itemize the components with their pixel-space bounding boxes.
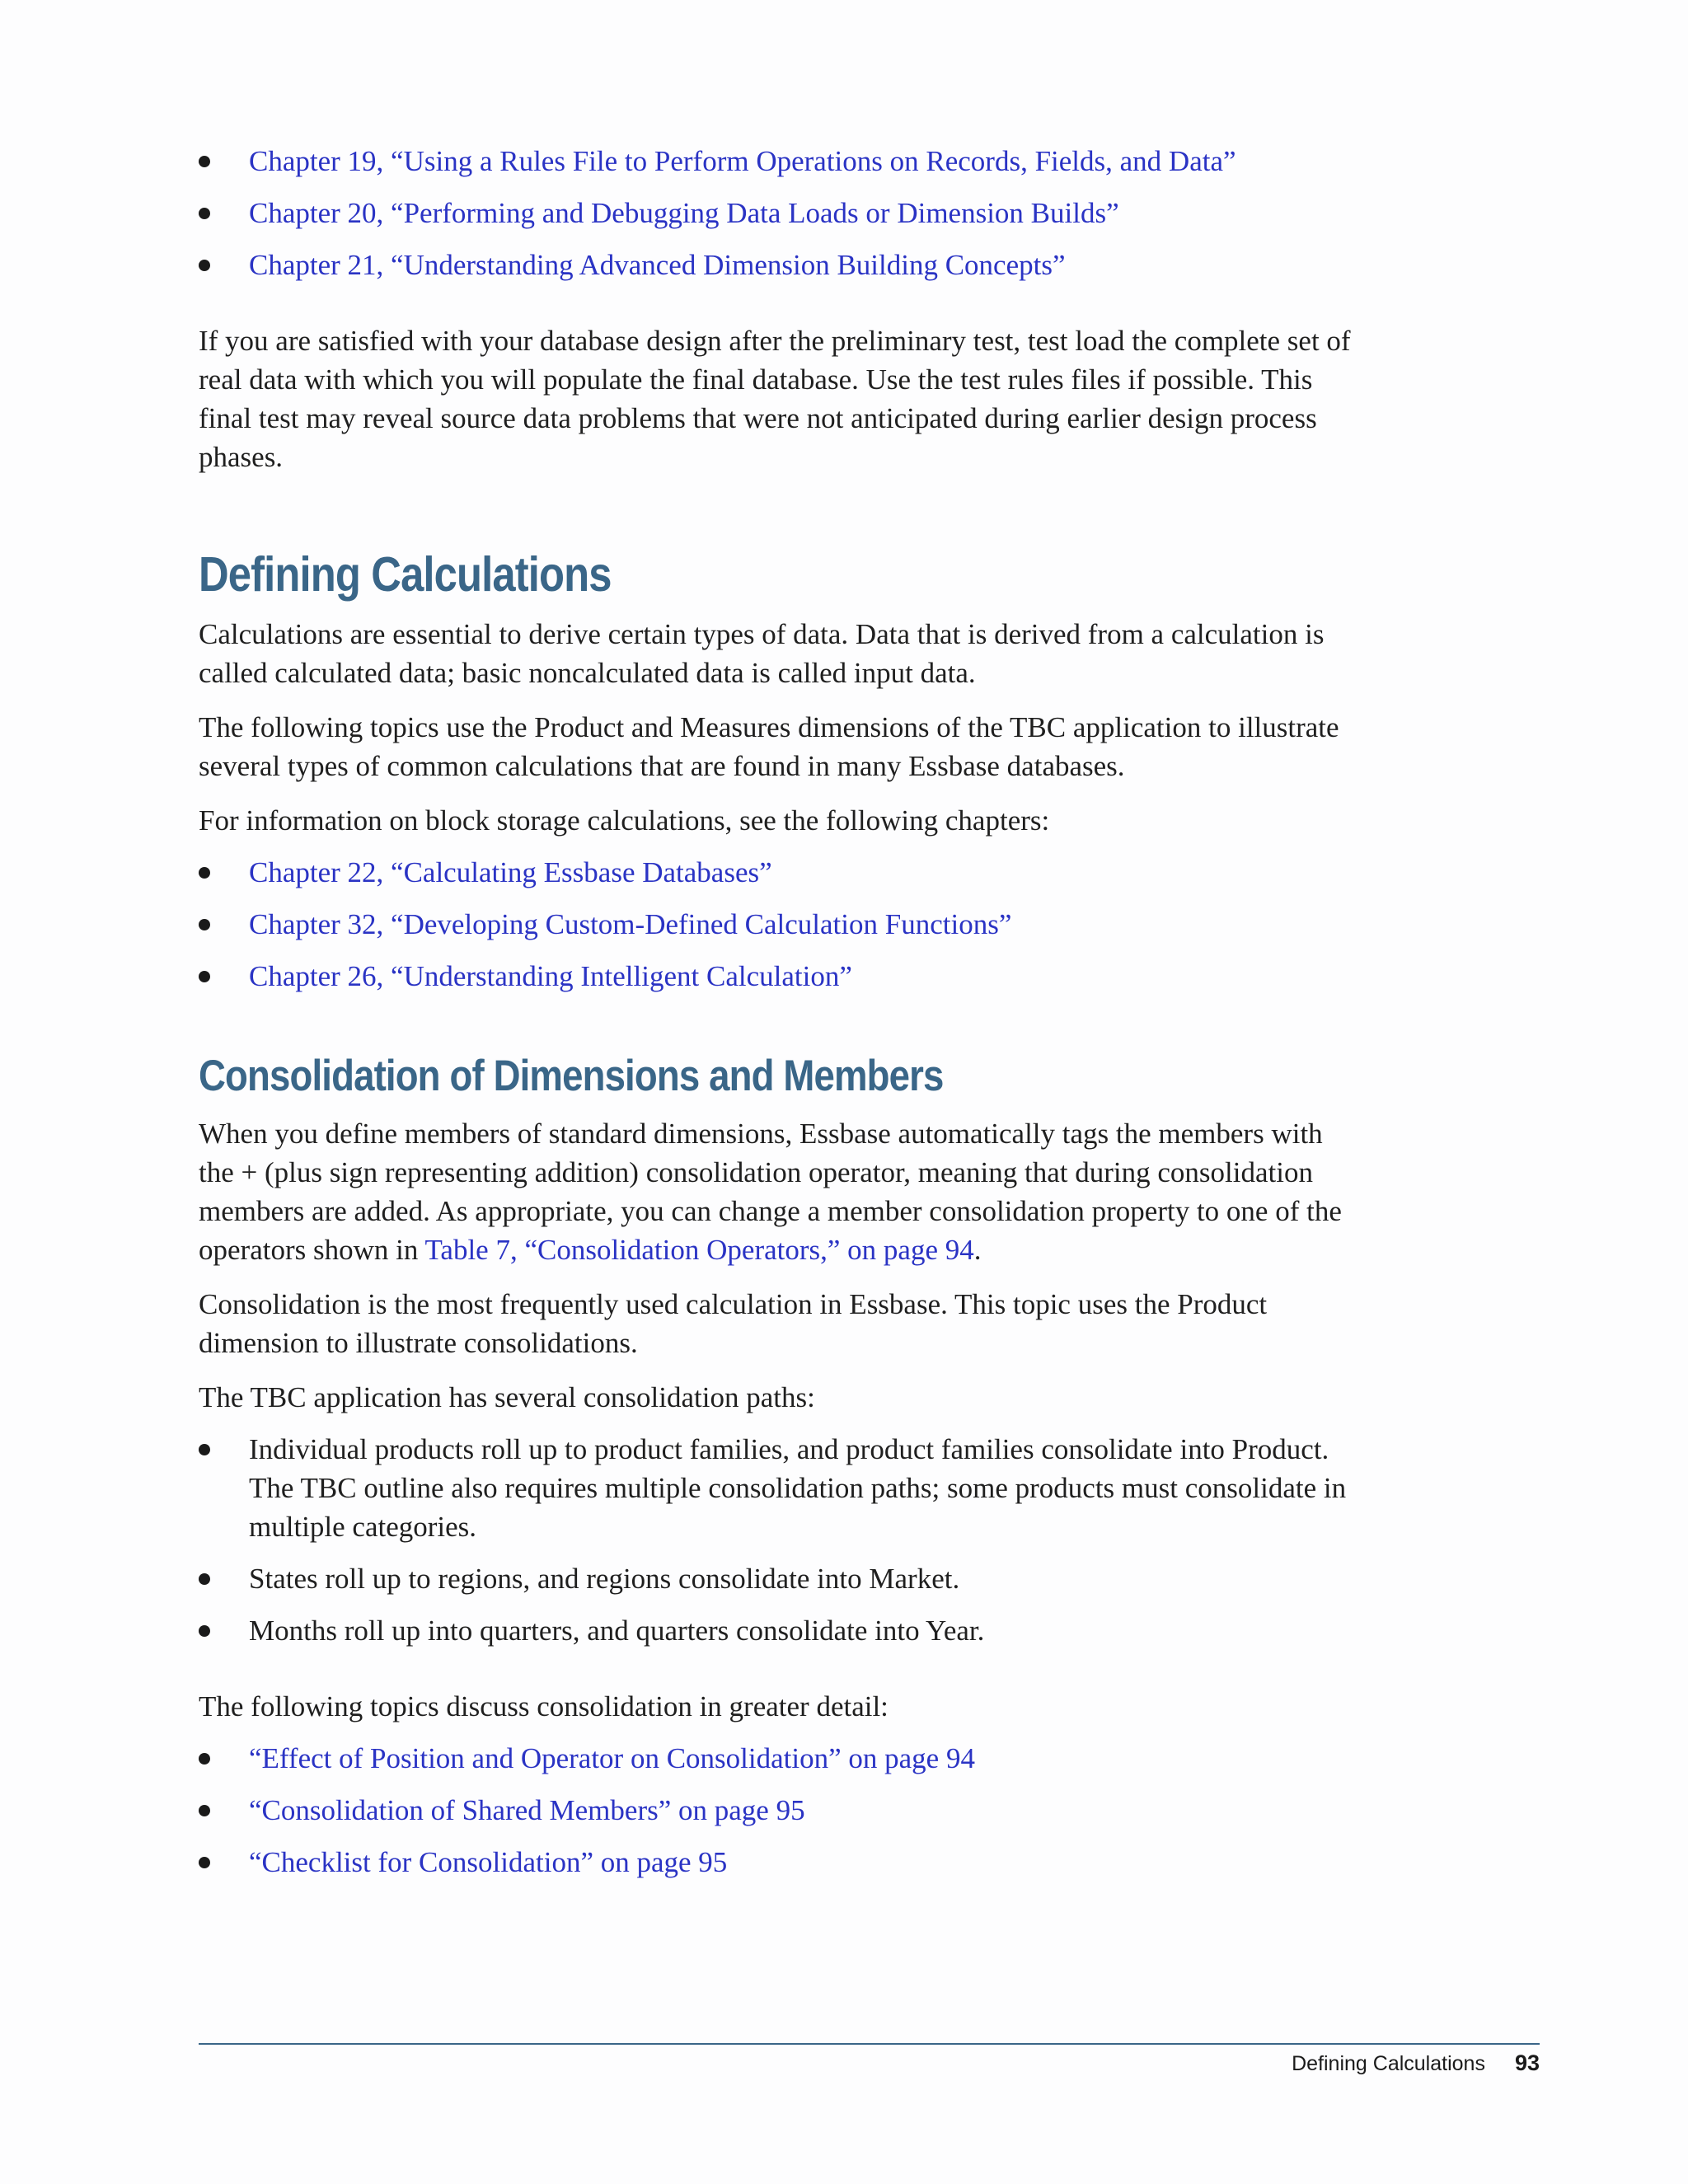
list-item	[199, 1791, 1353, 1830]
list-item	[199, 1739, 1353, 1778]
bullet-icon	[199, 1753, 210, 1765]
consolidation-heading: Consolidation of Dimensions and Members	[199, 1052, 944, 1100]
calculation-chapter-list	[199, 853, 1353, 996]
checklist-link[interactable]: “Checklist for Consolidation” on page 95	[249, 1846, 728, 1878]
footer-divider	[199, 2043, 1540, 2045]
bullet-icon	[199, 1857, 210, 1868]
bullet-icon	[199, 156, 210, 167]
list-item	[199, 142, 1353, 180]
intro-paragraph: If you are satisfied with your database design after the preliminary test, test load the complete set of real data with which you will populate the final database. Use the test rules files if possible. This final test may reveal source data problems that were not anticipated during earlier design process phases.	[199, 325, 1351, 473]
consolidation-paragraph-1-end: .	[973, 1234, 982, 1266]
list-item	[199, 957, 1353, 996]
bullet-icon	[199, 971, 210, 982]
list-item	[199, 905, 1353, 944]
page-footer	[1292, 2050, 1540, 2076]
defining-paragraph-1: Calculations are essential to derive certain types of data. Data that is derived from a calculation is called calculated data; basic noncalculated data is called input data.	[199, 618, 1325, 689]
consolidation-path-list	[199, 1430, 1353, 1650]
shared-members-link[interactable]: “Consolidation of Shared Members” on page 95	[249, 1794, 805, 1826]
consolidation-topic-list	[199, 1739, 1353, 1882]
chapter-26-link[interactable]: Chapter 26, “Understanding Intelligent Calculation”	[249, 960, 852, 992]
list-item	[199, 853, 1353, 892]
consolidation-paragraph-1-text: When you define members of standard dimensions, Essbase automatically tags the members with the + (plus sign representing addition) consolidation operator, meaning that during consolidation members are added. As appropriate, you can change a member consolidation property to one of the operators shown in	[199, 1118, 1342, 1266]
defining-calculations-heading: Defining Calculations	[199, 547, 612, 602]
consolidation-paragraph-3: The TBC application has several consolidation paths:	[199, 1381, 815, 1413]
consolidation-paragraph-1	[199, 1114, 1353, 1269]
list-item	[199, 194, 1353, 232]
chapter-32-link[interactable]: Chapter 32, “Developing Custom-Defined Calculation Functions”	[249, 908, 1012, 940]
path-item-text: Individual products roll up to product families, and product families consolidate into Product. The TBC outline also requires multiple consolidation paths; some products must consolidate in multiple categories.	[249, 1433, 1347, 1543]
page-number: 93	[1514, 2050, 1540, 2075]
consolidation-paragraph-4: The following topics discuss consolidation in greater detail:	[199, 1690, 889, 1722]
chapter-21-link[interactable]: Chapter 21, “Understanding Advanced Dimension Building Concepts”	[249, 249, 1066, 281]
bullet-icon	[199, 1573, 210, 1585]
path-item-text: States roll up to regions, and regions consolidate into Market.	[249, 1563, 960, 1595]
intro-link-list	[199, 142, 1353, 284]
bullet-icon	[199, 867, 210, 879]
chapter-19-link[interactable]: Chapter 19, “Using a Rules File to Perform Operations on Records, Fields, and Data”	[249, 145, 1236, 177]
defining-paragraph-3: For information on block storage calculations, see the following chapters:	[199, 804, 1050, 837]
bullet-icon	[199, 260, 210, 271]
chapter-20-link[interactable]: Chapter 20, “Performing and Debugging Data Loads or Dimension Builds”	[249, 197, 1119, 229]
page-content	[199, 142, 1353, 1895]
bullet-icon	[199, 1805, 210, 1816]
list-item	[199, 1611, 1353, 1650]
path-item-text: Months roll up into quarters, and quarters consolidate into Year.	[249, 1615, 985, 1647]
footer-section-title: Defining Calculations	[1292, 2052, 1485, 2075]
list-item	[199, 1843, 1353, 1882]
list-item	[199, 246, 1353, 284]
table-7-link[interactable]: Table 7, “Consolidation Operators,” on page 94	[424, 1234, 974, 1266]
bullet-icon	[199, 919, 210, 930]
bullet-icon	[199, 1625, 210, 1637]
chapter-22-link[interactable]: Chapter 22, “Calculating Essbase Databases”	[249, 856, 772, 888]
bullet-icon	[199, 208, 210, 219]
bullet-icon	[199, 1444, 210, 1455]
defining-paragraph-2: The following topics use the Product and Measures dimensions of the TBC application to illustrate several types of common calculations that are found in many Essbase databases.	[199, 711, 1339, 782]
list-item	[199, 1559, 1353, 1598]
list-item	[199, 1430, 1353, 1546]
effect-of-position-link[interactable]: “Effect of Position and Operator on Consolidation” on page 94	[249, 1742, 975, 1774]
consolidation-paragraph-2: Consolidation is the most frequently used calculation in Essbase. This topic uses the Product dimension to illustrate consolidations.	[199, 1288, 1268, 1359]
